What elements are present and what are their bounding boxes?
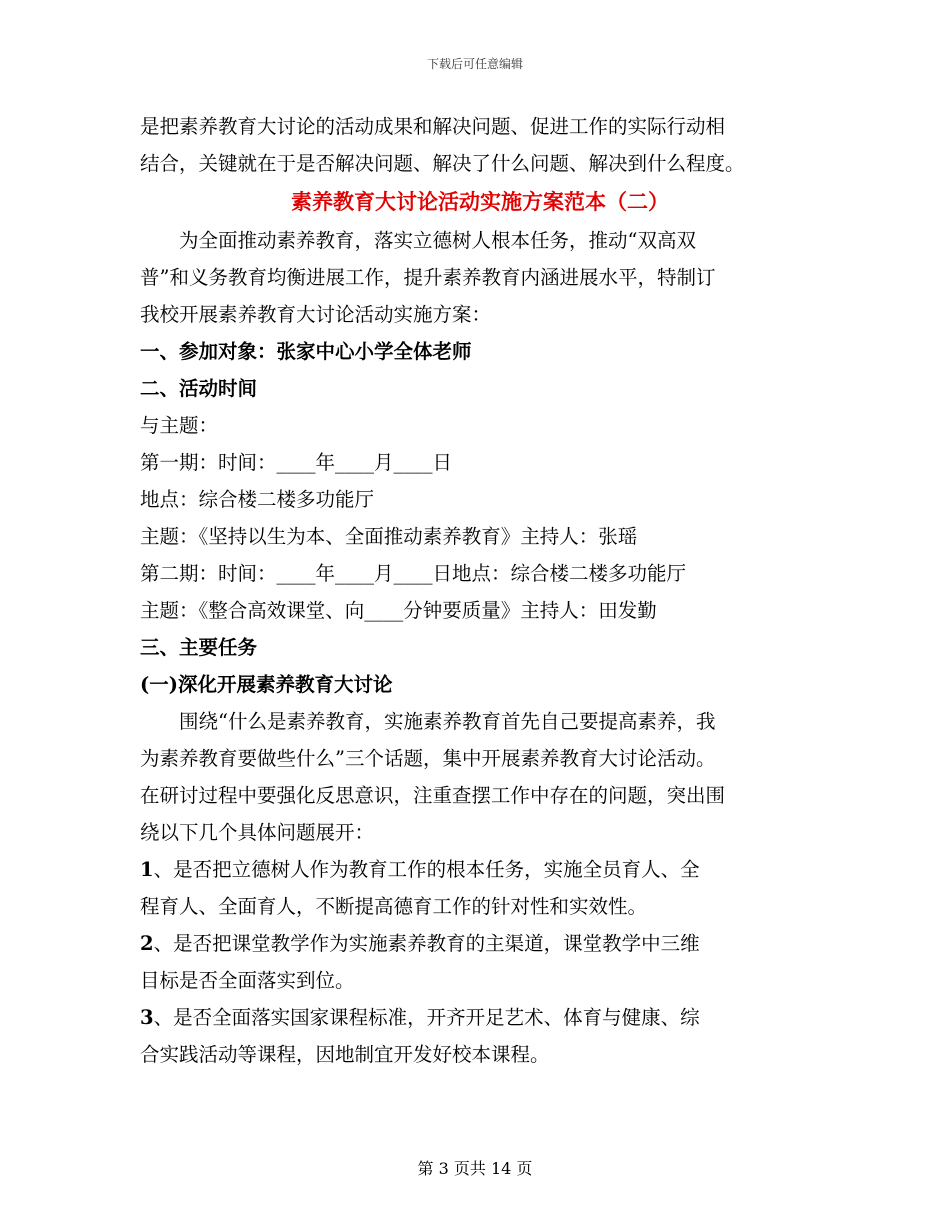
- discussion-line: 围绕“什么是素养教育，实施素养教育首先自己要提高素养，我: [179, 710, 716, 733]
- schedule-line: 第一期：时间：____年____月____日: [140, 451, 453, 474]
- point-line: [140, 999, 820, 1036]
- point-number: 1: [140, 858, 154, 881]
- page-header-note: 下载后可任意编辑: [426, 57, 523, 71]
- intro-line: 为全面推动素养教育，落实立德树人根本任务，推动“双高双: [179, 229, 696, 252]
- discussion-line: 为素养教育要做些什么”三个话题，集中开展素养教育大讨论活动。: [140, 747, 716, 770]
- point-line: 目标是否全面落实到位。: [140, 969, 355, 992]
- page-number-footer: 第 3 页共 14 页: [417, 1159, 533, 1178]
- section-heading-participants: 一、参加对象：张家中心小学全体老师: [140, 340, 472, 363]
- point-text: 、是否全面落实国家课程标准，开齐开足艺术、体育与健康、综: [153, 1006, 700, 1029]
- point-line: [140, 851, 820, 888]
- schedule-line: 第二期：时间：____年____月____日地点：综合楼二楼多功能厅: [140, 562, 687, 585]
- intro-line: 我校开展素养教育大讨论活动实施方案：: [140, 303, 492, 326]
- discussion-line: 绕以下几个具体问题展开：: [140, 821, 375, 844]
- subsection-heading: (一)深化开展素养教育大讨论: [140, 673, 393, 696]
- intro-line: 普”和义务教育均衡进展工作，提升素养教育内涵进展水平，特制订: [140, 266, 716, 289]
- document-title: 素养教育大讨论活动实施方案范本（二）: [291, 189, 669, 214]
- schedule-line: 与主题：: [140, 414, 219, 437]
- point-number: 2: [140, 932, 154, 955]
- point-text: 、是否把课堂教学作为实施素养教育的主渠道，课堂教学中三维: [153, 932, 700, 955]
- text-line: 是把素养教育大讨论的活动成果和解决问题、促进工作的实际行动相: [140, 115, 726, 138]
- section-heading-time: 二、活动时间: [140, 377, 258, 400]
- point-text: 、是否把立德树人作为教育工作的根本任务，实施全员育人、全: [153, 858, 700, 881]
- point-line: 程育人、全面育人，不断提高德育工作的针对性和实效性。: [140, 895, 648, 918]
- point-number: 3: [140, 1006, 154, 1029]
- schedule-line: 主题：《整合高效课堂、向____分钟要质量》主持人：田发勤: [140, 599, 657, 622]
- discussion-line: 在研讨过程中要强化反思意识，注重查摆工作中存在的问题，突出围: [140, 784, 726, 807]
- schedule-line: 地点：综合楼二楼多功能厅: [140, 488, 375, 511]
- schedule-line: 主题：《坚持以生为本、全面推动素养教育》主持人：张瑶: [140, 525, 638, 548]
- point-line: 合实践活动等课程，因地制宜开发好校本课程。: [140, 1043, 550, 1066]
- document-body: [140, 108, 820, 1073]
- section-heading-tasks: 三、主要任务: [140, 636, 258, 659]
- point-line: [140, 925, 820, 962]
- text-line: 结合，关键就在于是否解决问题、解决了什么问题、解决到什么程度。: [140, 152, 745, 175]
